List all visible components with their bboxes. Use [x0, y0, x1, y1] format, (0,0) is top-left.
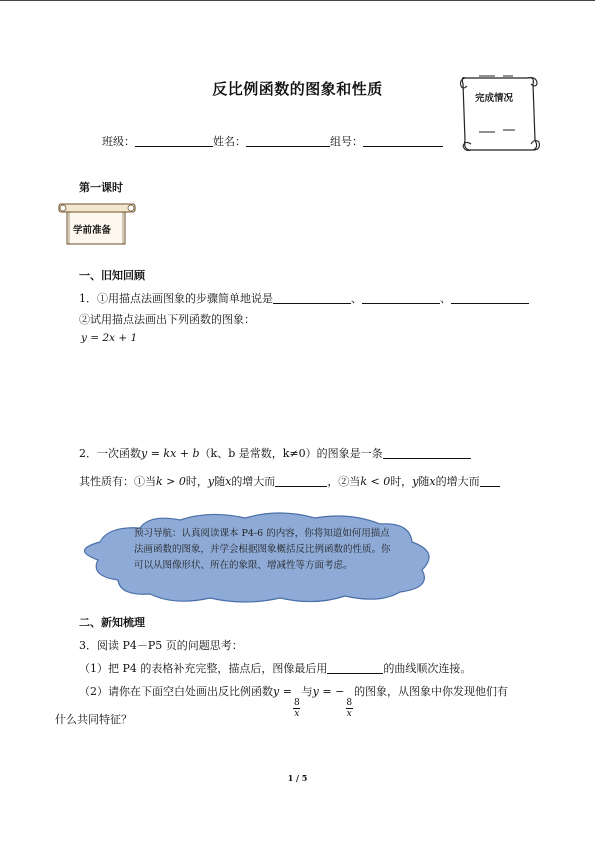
question-1-line1: 1．①用描点法画图象的步骤简单地说是 、 、	[79, 290, 529, 306]
page-top-border	[0, 0, 595, 1]
question-3-2: （2）请你在下面空白处画出反比例函数y = $\frac{8}{x}$ 与y = − $\frac{8}{x}$ 的图象，从图象中你发现他们有	[79, 685, 509, 719]
fraction-8-over-x-b: $\frac{8}{x}$	[346, 698, 353, 719]
banner-label: 学前准备	[73, 225, 112, 236]
q1-formula: y = 2x + 1	[81, 332, 138, 344]
section2-heading: 二、新知梳理	[79, 616, 145, 629]
question-2-line2: 其性质有：①当k > 0时，y随x的增大而 ，②当k < 0时，y随x的增大而	[79, 473, 500, 489]
preview-guide-cloud	[60, 508, 450, 604]
student-info-line	[102, 133, 443, 149]
question-3-1: （1）把 P4 的表格补充完整，描点后，图像最后用 的曲线顺次连接。	[79, 662, 472, 675]
fraction-8-over-x-a: $\frac{8}{x}$	[293, 698, 300, 719]
question-1-line2: ②试用描点法画出下列函数的图象：	[79, 313, 255, 326]
scroll-icon	[455, 70, 541, 156]
completion-scroll	[455, 70, 541, 156]
question-2-line1: 2．一次函数y = kx + b（k、b 是常数，k≠0）的图象是一条	[79, 445, 471, 461]
group-blank[interactable]	[363, 134, 443, 147]
class-blank[interactable]	[135, 134, 213, 147]
page-number: 1 / 5	[287, 773, 308, 783]
lesson-label: 第一课时	[79, 181, 123, 194]
section1-heading: 一、旧知回顾	[79, 269, 145, 282]
cloud-line-3: 可以从图像形状、所在的象限、增减性等方面考虑。	[134, 560, 353, 571]
q1-blank-2[interactable]	[362, 291, 440, 304]
q2-blank-line[interactable]	[383, 446, 471, 459]
question-3: 3．阅读 P4－P5 页的问题思考：	[79, 639, 243, 652]
cloud-line-2: 法画函数的图象，并学会根据图象概括反比例函数的性质。你	[134, 544, 391, 555]
group-label: 组号：	[330, 135, 363, 148]
class-label: 班级：	[102, 135, 135, 148]
scroll-label: 完成情况	[475, 93, 514, 104]
q1-blank-1[interactable]	[273, 291, 351, 304]
q2-blank-decrease[interactable]	[480, 474, 500, 487]
page-title: 反比例函数的图象和性质	[212, 80, 383, 98]
prep-banner	[57, 202, 137, 246]
question-3-2-cont: 什么共同特征？	[55, 713, 132, 726]
cloud-line-1: 预习导航：认真阅读课本 P4-6 的内容，你将知道如何用描点	[134, 528, 390, 539]
name-label: 姓名：	[213, 135, 246, 148]
name-blank[interactable]	[246, 134, 330, 147]
q2-blank-increase[interactable]	[275, 474, 327, 487]
q1-blank-3[interactable]	[451, 291, 529, 304]
q3-1-blank[interactable]	[327, 661, 383, 674]
